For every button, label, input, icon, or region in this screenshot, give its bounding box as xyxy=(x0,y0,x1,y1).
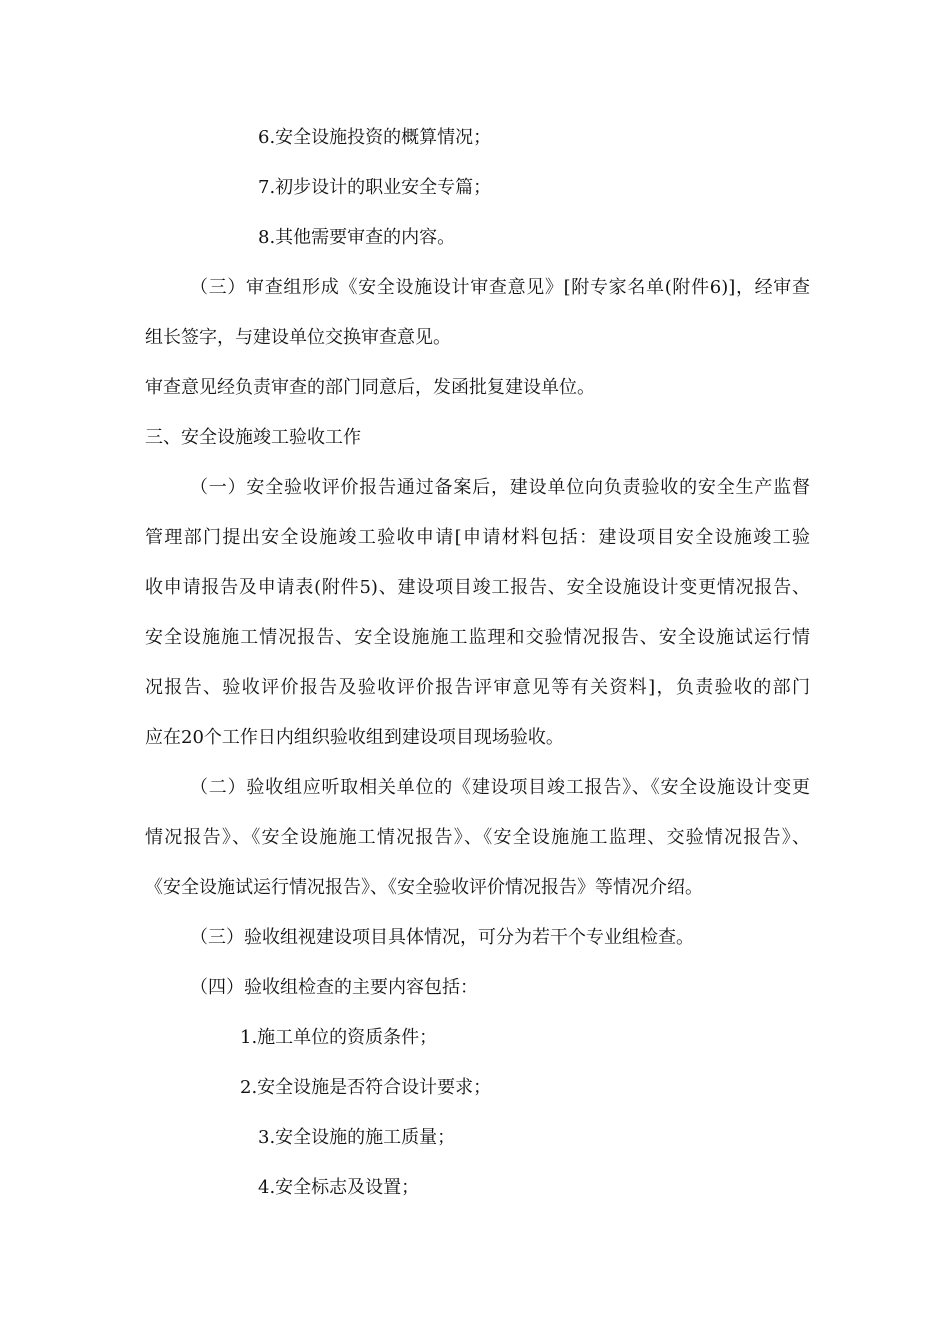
check-item-1: 1.施工单位的资质条件； xyxy=(240,1027,438,1048)
para-2-line1: （二）验收组应听取相关单位的《建设项目竣工报告》、《安全设施设计变更 xyxy=(190,777,810,798)
para-1-line3: 收申请报告及申请表(附件5)、建设项目竣工报告、安全设施设计变更情况报告、 xyxy=(145,577,810,598)
check-item-3: 3.安全设施的施工质量； xyxy=(258,1127,456,1148)
check-item-2: 2.安全设施是否符合设计要求； xyxy=(240,1077,492,1098)
section-heading-completion-acceptance: 三、安全设施竣工验收工作 xyxy=(145,427,361,448)
item-8-other-review: 8.其他需要审查的内容。 xyxy=(258,227,456,248)
para-1-line5: 况报告、验收评价报告及验收评价报告评审意见等有关资料]，负责验收的部门 xyxy=(145,677,810,698)
para-review-opinion-line1: （三）审查组形成《安全设施设计审查意见》[附专家名单(附件6)]，经审查 xyxy=(190,277,810,298)
para-1-line2: 管理部门提出安全设施竣工验收申请[申请材料包括：建设项目安全设施竣工验 xyxy=(145,527,810,548)
para-2-line3: 《安全设施试运行情况报告》、《安全验收评价情况报告》等情况介绍。 xyxy=(145,877,703,898)
para-4-heading: （四）验收组检查的主要内容包括： xyxy=(190,977,478,998)
para-1-line4: 安全设施施工情况报告、安全设施施工监理和交验情况报告、安全设施试运行情 xyxy=(145,627,810,648)
para-2-line2: 情况报告》、《安全设施施工情况报告》、《安全设施施工监理、交验情况报告》、 xyxy=(145,827,810,848)
check-item-4: 4.安全标志及设置； xyxy=(258,1177,420,1198)
item-6-investment-estimate: 6.安全设施投资的概算情况； xyxy=(258,127,492,148)
para-1-line1: （一）安全验收评价报告通过备案后，建设单位向负责验收的安全生产监督 xyxy=(190,477,810,498)
item-7-safety-chapter: 7.初步设计的职业安全专篇； xyxy=(258,177,492,198)
para-3: （三）验收组视建设项目具体情况，可分为若干个专业组检查。 xyxy=(190,927,694,948)
para-approval: 审查意见经负责审查的部门同意后，发函批复建设单位。 xyxy=(145,377,595,398)
para-review-opinion-line2: 组长签字，与建设单位交换审查意见。 xyxy=(145,327,451,348)
para-1-line6: 应在20个工作日内组织验收组到建设项目现场验收。 xyxy=(145,727,564,748)
